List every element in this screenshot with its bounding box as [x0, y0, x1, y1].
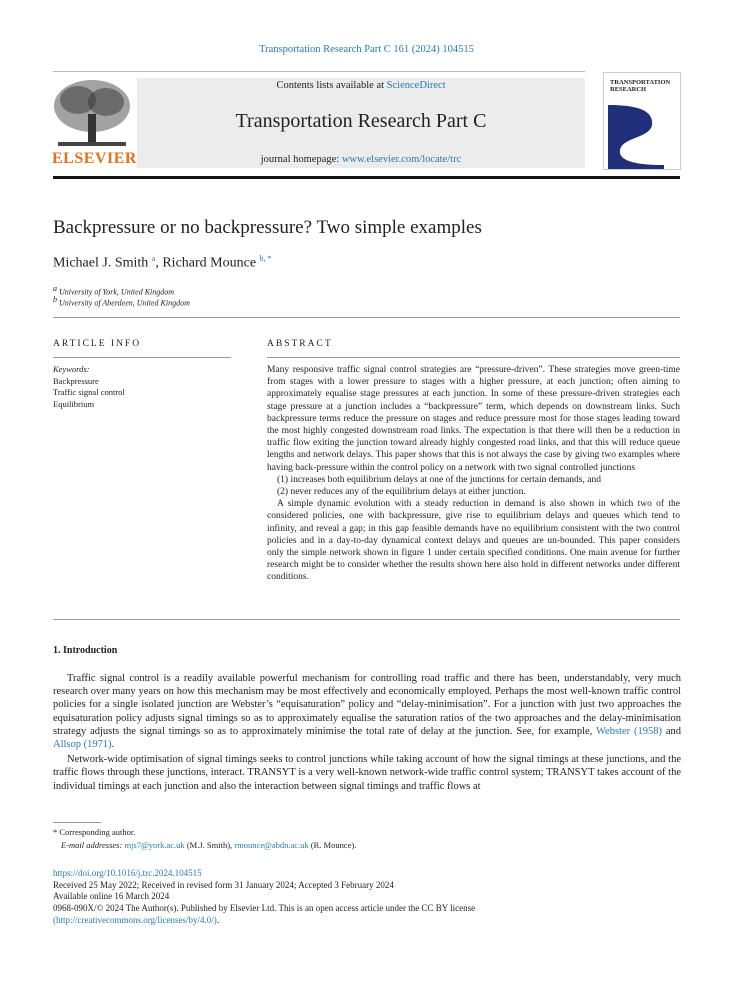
- keyword: Traffic signal control: [53, 387, 125, 397]
- journal-banner: [137, 78, 585, 168]
- email-owner: (M.J. Smith),: [184, 840, 235, 850]
- license-link[interactable]: (http://creativecommons.org/licenses/by/4.0/): [53, 914, 217, 925]
- author-1: Michael J. Smith: [53, 255, 149, 271]
- publisher-name: ELSEVIER: [52, 150, 137, 167]
- license-end: .: [216, 914, 220, 925]
- abstract-rule: [267, 357, 680, 358]
- author-list: [53, 254, 272, 272]
- article-info-heading: ARTICLE INFO: [53, 339, 142, 349]
- affiliation-b-marker: b: [53, 295, 57, 304]
- info-rule: [53, 357, 231, 358]
- author-2-affiliation-link[interactable]: b, *: [259, 254, 272, 263]
- homepage-line: [137, 154, 585, 165]
- author-1-affiliation-link[interactable]: a: [151, 254, 156, 263]
- journal-cover[interactable]: [603, 72, 681, 170]
- cover-road-icon: [604, 99, 680, 169]
- sciencedirect-link[interactable]: ScienceDirect: [386, 80, 446, 91]
- abstract-item: (1) increases both equilibrium delays at one of the junctions for certain demands, and: [277, 474, 601, 485]
- abstract-heading: ABSTRACT: [267, 339, 333, 349]
- divider: [53, 619, 680, 620]
- divider: [53, 317, 680, 318]
- introduction-text: [53, 672, 681, 795]
- affiliation-b: [53, 295, 190, 308]
- doi-link[interactable]: https://doi.org/10.1016/j.trc.2024.104515: [53, 868, 202, 878]
- header-thick-rule: [53, 176, 680, 179]
- author-separator: ,: [155, 255, 163, 271]
- received-dates: Received 25 May 2022; Received in revised form 31 January 2024; Accepted 3 February 2024: [53, 879, 394, 890]
- header-rule: [53, 71, 585, 72]
- contents-prefix: Contents lists available at: [276, 80, 387, 91]
- keyword: Equilibrium: [53, 398, 95, 409]
- body-text-connector: and: [661, 725, 682, 737]
- cover-title-line-2: RESEARCH: [610, 86, 647, 93]
- body-paragraph: [53, 672, 681, 751]
- cover-title: [610, 79, 670, 93]
- abstract-paragraph: Many responsive traffic signal control strategies are “pressure-driven”. These strategies move green-time from stages with a lower pressure to stages with a higher pressure, at each junction; often aiming to approximately equalise stage pressures at each junction. In some of these pressure-driven strategies each stage pressure at a junction includes a “backpressure” term, which depends on downstream links. Such backpressure terms reduce the pressure on stages and reduce pressure most for those stages leading toward the most highly congested downstream road links. The expectation is that there will then be a reduction in traffic flow exiting the junction toward already highly congested road links, and that this will reduce queue lengths and network delays. This paper shows that this is not always the case by giving two examples where having back-pressure within the control policy on a network with two signal controlled junctions: [267, 365, 680, 473]
- email-link[interactable]: mjs7@york.ac.uk: [124, 840, 185, 850]
- abstract-item: (2) never reduces any of the equilibrium delays at either junction.: [277, 487, 526, 498]
- email-line: [53, 840, 356, 850]
- journal-title: Transportation Research Part C: [235, 110, 487, 132]
- email-owner: (R. Mounce).: [308, 840, 357, 850]
- corresponding-author-note: * Corresponding author.: [53, 827, 136, 837]
- citation-link[interactable]: Allsop (1971): [53, 739, 112, 751]
- license-line: [53, 915, 475, 927]
- abstract-paragraph: A simple dynamic evolution with a steady reduction in demand is also shown in which two of the considered policies, one with backpressure, give rise to equilibrium delays and queues which tend to infinity, and reveal a gap; in this gap feasible demands have no equilibrium consistent with the two control policies and in a day-to-day dynamical context delays and queues are un-bounded. This paper considers only the simple network shown in figure 1 under certain specified conditions. One main avenue for further research might be to consider whether the results shown here also hold in different networks under different conditions.: [267, 499, 680, 583]
- section-heading: 1. Introduction: [53, 645, 118, 656]
- cover-title-line-1: TRANSPORTATION: [610, 79, 671, 86]
- journal-reference[interactable]: Transportation Research Part C 161 (2024) 104515: [259, 44, 474, 55]
- available-online: Available online 16 March 2024: [53, 891, 170, 902]
- body-paragraph-text: Traffic signal control is a readily available powerful mechanism for controlling road traffic and there has been, understandably, very much research over many years on how this mechanism may be most effectively and economically employed. Perhaps the most well-known traffic control policies for a single isolated junction are Webster’s “equisaturation” policy and “delay-minimisation”. For a junction with just two approaches the equisaturation policy adjusts signal timings so as to approximately equalise the saturation ratios of the two approaches and the delay-minimisation strategy adjusts the signal timings so as to approximately minimise the total rate of delay at the junction. See, for example,: [53, 673, 681, 737]
- body-text-end: .: [111, 739, 115, 751]
- author-2: Richard Mounce: [162, 255, 257, 271]
- license-text: 0968-090X/© 2024 The Author(s). Published by Elsevier Ltd. This is an open access article under the CC BY license: [53, 903, 476, 914]
- footnote-rule: [53, 822, 101, 823]
- email-label: E-mail addresses:: [61, 840, 125, 850]
- homepage-link[interactable]: www.elsevier.com/locate/trc: [341, 154, 462, 165]
- contents-line: [137, 80, 585, 91]
- keyword: Backpressure: [53, 375, 99, 386]
- email-link[interactable]: rmounce@abdn.ac.uk: [234, 840, 309, 850]
- keywords-block: [53, 364, 125, 410]
- abstract-text: [267, 364, 680, 584]
- citation-link[interactable]: Webster (1958): [595, 725, 662, 737]
- affiliation-a-marker: a: [53, 284, 57, 293]
- affiliation-a-text: University of York, United Kingdom: [59, 287, 175, 297]
- homepage-prefix: journal homepage:: [260, 154, 342, 165]
- body-paragraph: Network-wide optimisation of signal timings seeks to control junctions while taking account of how the signal timings at these junctions, and the traffic flows through these junctions, interact. TRANSYT is a very well-known network-wide traffic control system; TRANSYT takes account of the individual timings at each junction and also the interaction between signal timings and traffic flows at: [53, 754, 681, 792]
- keywords-label: Keywords:: [53, 364, 90, 374]
- article-metadata: [53, 868, 475, 927]
- affiliation-b-text: University of Aberdeen, United Kingdom: [59, 298, 190, 308]
- article-title: Backpressure or no backpressure? Two simple examples: [53, 217, 482, 238]
